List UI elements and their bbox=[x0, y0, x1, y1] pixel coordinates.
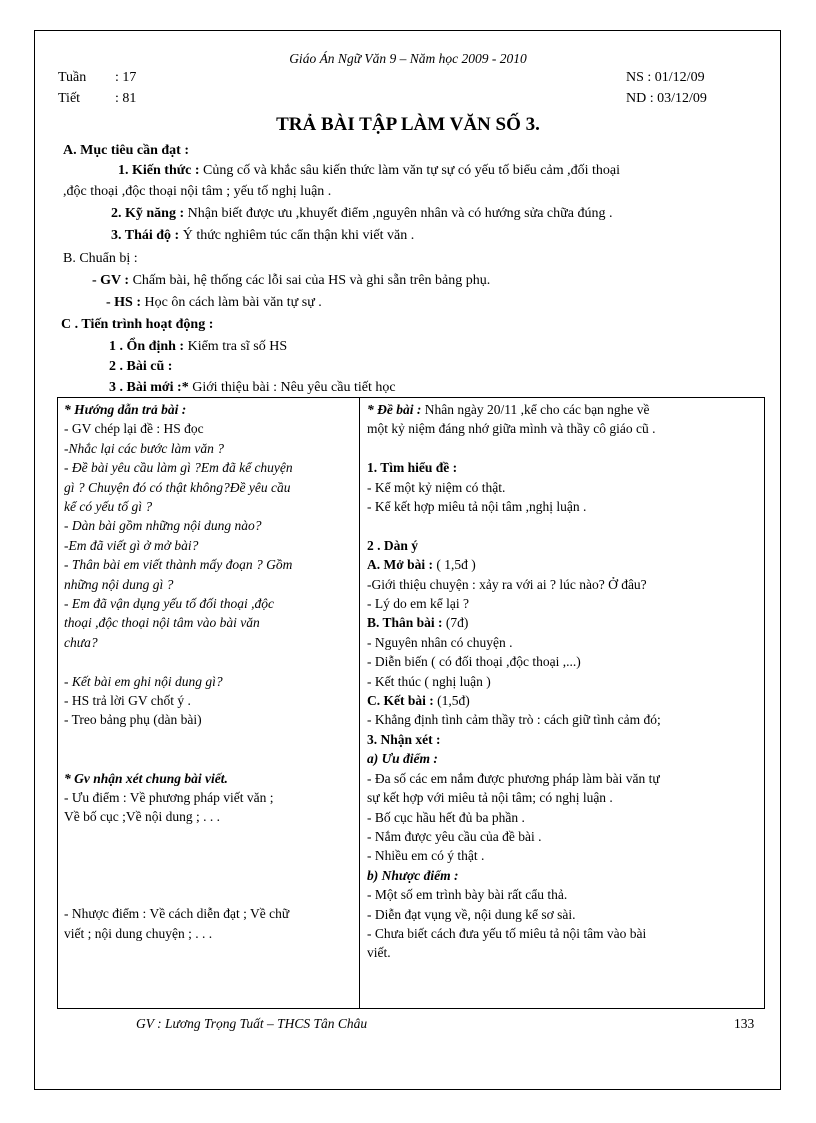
outline-heading: 2 . Dàn ý bbox=[367, 537, 419, 553]
conclusion-label: C. Kết bài : bbox=[367, 693, 434, 709]
student-prep-text: Học ôn cách làm bài văn tự sự . bbox=[141, 295, 322, 310]
student-prep-label: - HS : bbox=[106, 295, 141, 310]
week-label: Tuần bbox=[58, 70, 87, 85]
left-line: - Thân bài em viết thành mấy đoạn ? Gồm bbox=[64, 557, 293, 573]
step3-label: 3 . Bài mới :* bbox=[109, 380, 189, 395]
knowledge-line bbox=[118, 163, 620, 179]
right-line: - Nhiều em có ý thật . bbox=[367, 848, 485, 864]
right-line: -Giới thiệu chuyện : xảy ra với ai ? lúc nào? Ở đâu? bbox=[367, 576, 647, 592]
right-line: viết. bbox=[367, 945, 391, 961]
knowledge-label: 1. Kiến thức : bbox=[118, 163, 200, 178]
step2-label: 2 . Bài cũ : bbox=[109, 359, 173, 374]
step1-label: 1 . Ổn định : bbox=[109, 339, 185, 354]
topic-text: Nhân ngày 20/11 ,kể cho các bạn nghe về bbox=[421, 402, 650, 417]
left-line: - GV chép lại đề : HS đọc bbox=[64, 421, 204, 437]
section-a-heading: A. Mục tiêu cần đạt : bbox=[63, 143, 189, 158]
left-line: những nội dung gì ? bbox=[64, 576, 174, 592]
body-score: (7đ) bbox=[442, 615, 469, 631]
teacher-prep-label: - GV : bbox=[92, 273, 130, 288]
right-line: - Nắm được yêu cầu của đề bài . bbox=[367, 828, 542, 844]
topic-line bbox=[367, 400, 759, 419]
student-prep-line bbox=[106, 295, 322, 311]
left-line: viết ; nội dung chuyện ; . . . bbox=[64, 925, 213, 941]
teacher-prep-line bbox=[92, 273, 490, 289]
lesson-content-column bbox=[367, 400, 759, 963]
guide-heading: * Hướng dẫn trả bài : bbox=[64, 402, 187, 417]
right-line: - Lý do em kể lại ? bbox=[367, 596, 469, 612]
intro-label: A. Mở bài : bbox=[367, 557, 433, 573]
body-line bbox=[367, 613, 759, 632]
step1-line bbox=[109, 339, 287, 355]
period-value: : 81 bbox=[115, 91, 137, 106]
conclusion-score: (1,5đ) bbox=[433, 693, 470, 709]
body-label: B. Thân bài : bbox=[367, 615, 443, 631]
teacher-prep-text: Chấm bài, hệ thống các lỗi sai của HS và ghi sẵn trên bảng phụ. bbox=[129, 273, 491, 288]
left-line: - Nhược điểm : Về cách diễn đạt ; Về chữ bbox=[64, 906, 290, 922]
period-label: Tiết bbox=[58, 91, 81, 106]
right-line: - Diễn đạt vụng về, nội dung kể sơ sài. bbox=[367, 906, 576, 922]
right-line: - Chưa biết cách đưa yếu tố miêu tả nội tâm vào bài bbox=[367, 925, 647, 941]
left-line: -Em đã viết gì ở mở bài? bbox=[64, 537, 199, 553]
topic-text-cont: một kỷ niệm đáng nhớ giữa mình và thầy cô giáo cũ . bbox=[367, 421, 656, 437]
week-value: : 17 bbox=[115, 70, 137, 85]
left-line: - HS trả lời GV chốt ý . bbox=[64, 693, 191, 709]
right-line: sự kết hợp với miêu tả nội tâm; có nghị luận . bbox=[367, 790, 613, 806]
page-title: TRẢ BÀI TẬP LÀM VĂN SỐ 3. bbox=[276, 114, 540, 135]
intro-line bbox=[367, 555, 759, 574]
right-line: - Kể kết hợp miêu tả nội tâm ,nghị luận . bbox=[367, 499, 587, 515]
knowledge-text-cont: ,độc thoại ,độc thoại nội tâm ; yếu tố nghị luận . bbox=[63, 184, 332, 199]
step3-text: Giới thiệu bài : Nêu yêu cầu tiết học bbox=[188, 380, 396, 395]
left-line: - Em đã vận dụng yếu tố đối thoại ,độc bbox=[64, 596, 274, 612]
attitude-label: 3. Thái độ : bbox=[111, 228, 180, 243]
intro-score: ( 1,5đ ) bbox=[432, 557, 476, 573]
left-line: -Nhắc lại các bước làm văn ? bbox=[64, 440, 225, 456]
right-line: - Đa số các em nắm được phương pháp làm bài văn tự bbox=[367, 770, 660, 786]
knowledge-text: Củng cố và khắc sâu kiến thức làm văn tự sự có yếu tố biểu cảm ,đối thoại bbox=[199, 163, 621, 178]
skill-text: Nhận biết được ưu ,khuyết điểm ,nguyên nhân và có hướng sửa chữa đúng . bbox=[184, 206, 613, 221]
section-c-heading: C . Tiến trình hoạt động : bbox=[61, 317, 214, 332]
right-line: - Bố cục hầu hết đủ ba phần . bbox=[367, 809, 525, 825]
left-line: chưa? bbox=[64, 634, 98, 650]
skill-line bbox=[111, 206, 612, 222]
attitude-text: Ý thức nghiêm túc cẩn thận khi viết văn . bbox=[179, 228, 415, 243]
left-line: - Đề bài yêu cầu làm gì ?Em đã kể chuyện bbox=[64, 460, 293, 476]
left-line: - Ưu điểm : Về phương pháp viết văn ; bbox=[64, 790, 274, 806]
footer-author: GV : Lương Trọng Tuất – THCS Tân Châu bbox=[136, 1016, 368, 1031]
conclusion-line bbox=[367, 691, 759, 710]
page-number: 133 bbox=[734, 1016, 755, 1031]
right-line: - Khẳng định tình cảm thầy trò : cách giữ tình cảm đó; bbox=[367, 712, 661, 728]
teaching-date: ND : 03/12/09 bbox=[626, 91, 707, 106]
left-line: Về bố cục ;Về nội dung ; . . . bbox=[64, 809, 220, 825]
document-header: Giáo Án Ngữ Văn 9 – Năm học 2009 - 2010 bbox=[289, 51, 527, 66]
right-line: - Một số em trình bày bài rất cẩu thả. bbox=[367, 887, 568, 903]
left-line: kể có yếu tố gì ? bbox=[64, 499, 153, 515]
analysis-heading: 1. Tìm hiểu đề : bbox=[367, 460, 458, 476]
skill-label: 2. Kỹ năng : bbox=[111, 206, 185, 221]
left-line: - Treo bảng phụ (dàn bài) bbox=[64, 712, 202, 728]
general-review-heading: * Gv nhận xét chung bài viết. bbox=[64, 770, 228, 786]
left-line: - Kết bài em ghi nội dung gì? bbox=[64, 673, 223, 689]
review-heading: 3. Nhận xét : bbox=[367, 731, 441, 747]
right-line: - Nguyên nhân có chuyện . bbox=[367, 634, 513, 650]
right-line: - Kết thúc ( nghị luận ) bbox=[367, 673, 491, 689]
step3-line bbox=[109, 380, 396, 396]
section-b-heading: B. Chuẩn bị : bbox=[63, 251, 138, 266]
left-line: thoại ,độc thoại nội tâm vào bài văn bbox=[64, 615, 260, 631]
left-line: gì ? Chuyện đó có thật không?Đề yêu cầu bbox=[64, 479, 291, 495]
table-column-divider bbox=[359, 397, 360, 1009]
topic-label: * Đề bài : bbox=[367, 402, 422, 417]
strengths-heading: a) Ưu điểm : bbox=[367, 751, 438, 767]
attitude-line bbox=[111, 228, 414, 244]
right-line: - Diễn biến ( có đối thoại ,độc thoại ,...) bbox=[367, 654, 581, 670]
preparation-date: NS : 01/12/09 bbox=[626, 70, 705, 85]
weaknesses-heading: b) Nhược điểm : bbox=[367, 867, 459, 883]
teacher-activity-column bbox=[64, 400, 356, 943]
right-line: - Kể một kỷ niệm có thật. bbox=[367, 479, 506, 495]
step1-text: Kiểm tra sĩ số HS bbox=[184, 339, 288, 354]
left-line: - Dàn bài gồm những nội dung nào? bbox=[64, 518, 262, 534]
